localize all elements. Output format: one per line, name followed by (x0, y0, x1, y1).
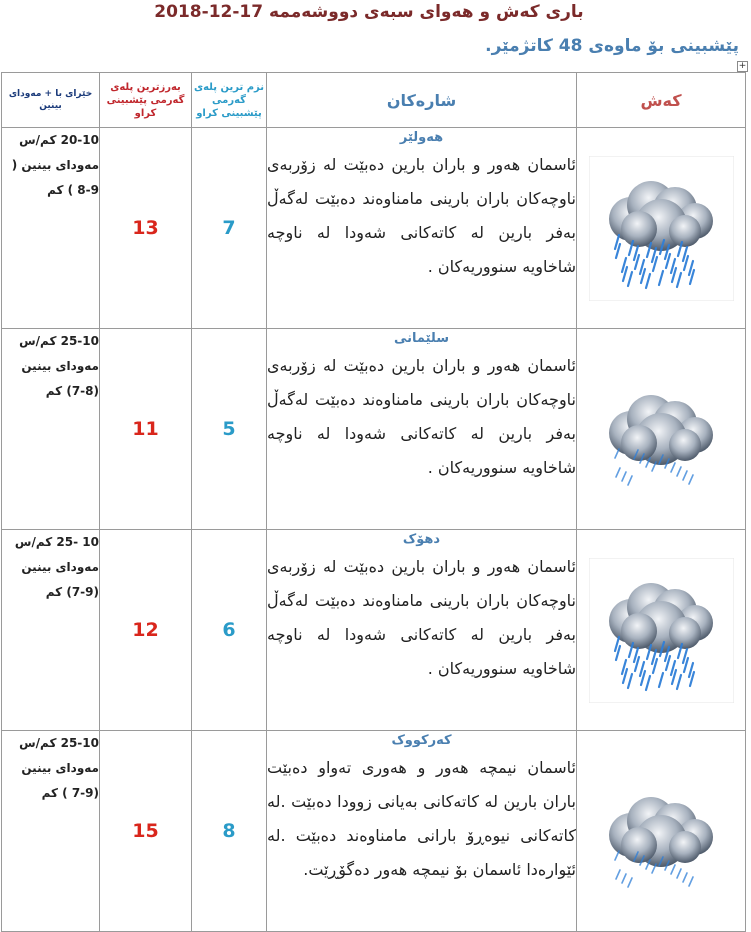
weather-cell (577, 731, 746, 932)
min-temp-value: 8 (222, 820, 236, 842)
table-row (2, 128, 746, 329)
city-name: دهۆک (402, 532, 441, 547)
city-name: هەولێر (399, 130, 444, 145)
expand-icon[interactable]: + (738, 61, 747, 71)
wind-visibility-cell (2, 329, 100, 530)
wind-visibility-cell (2, 128, 100, 329)
weather-cell (577, 530, 746, 731)
column-header-wind: خێرای با + مەودای بینین (2, 73, 100, 128)
table-row (2, 329, 746, 530)
city-name: سلێمانی (393, 331, 450, 346)
rain-cloud-icon (589, 558, 734, 703)
column-header-weather: کەش (577, 73, 746, 128)
city-cell (267, 128, 577, 329)
weather-cell (577, 128, 746, 329)
min-temp-value: 6 (222, 619, 236, 641)
rain-cloud-icon (589, 759, 734, 904)
wind-visibility-text: 20-10 کم/س مەودای بینین ( 9-8 ) کم (11, 133, 99, 197)
forecast-description: ئاسمان هەور و باران بارین دەبێت لە زۆربەی ناوچەکان باران بارینی مامناوەند دەبێت لەگەڵ بەفر بارین لە کاتەکانی شەودا لە ناوچە شاخاویە سنووریەکان . (267, 155, 576, 276)
max-temp-cell (100, 530, 192, 731)
rain-cloud-icon (589, 156, 734, 301)
min-temp-cell (192, 731, 267, 932)
wind-visibility-text: 25-10 کم/س مەودای بینین (9-7 ) کم (19, 736, 99, 800)
min-temp-cell (192, 530, 267, 731)
max-temp-cell (100, 731, 192, 932)
wind-visibility-cell (2, 530, 100, 731)
column-header-min-temp: نزم ترین پلەی گەرمی پێشبینی کراو (192, 73, 267, 128)
forecast-description: ئاسمان نیمچە هەور و هەوری تەواو دەبێت باران بارین لە کاتەکانی بەیانی زوودا دەبێت .لە کاتەکانی نیوەڕۆ بارانی مامناوەند دەبێت .لە ئێوارەدا ئاسمان بۆ نیمچە هەور دەگۆڕێت. (267, 758, 576, 879)
rain-cloud-icon (589, 357, 734, 502)
min-temp-cell (192, 128, 267, 329)
forecast-description: ئاسمان هەور و باران بارین دەبێت لە زۆربەی ناوچەکان باران بارینی مامناوەند دەبێت لەگەڵ بەفر بارین لە کاتەکانی شەودا لە ناوچە شاخاویە سنووریەکان . (267, 557, 576, 678)
max-temp-value: 13 (132, 217, 159, 239)
forecast-description: ئاسمان هەور و باران بارین دەبێت لە زۆربەی ناوچەکان باران بارینی مامناوەند دەبێت لەگەڵ بەفر بارین لە کاتەکانی شەودا لە ناوچە شاخاویە سنووریەکان . (267, 356, 576, 477)
page-title: باری کەش و هەوای سبەی دووشەممە 17-12-2018 (154, 2, 584, 22)
min-temp-value: 5 (222, 418, 236, 440)
max-temp-cell (100, 329, 192, 530)
wind-visibility-cell (2, 731, 100, 932)
table-row (2, 731, 746, 932)
max-temp-cell (100, 128, 192, 329)
city-cell (267, 530, 577, 731)
forecast-table (1, 72, 746, 932)
table-header-row (2, 73, 746, 128)
max-temp-value: 11 (132, 418, 159, 440)
weather-cell (577, 329, 746, 530)
min-temp-cell (192, 329, 267, 530)
wind-visibility-text: 10 -25 کم/س مەودای بینین (9-7) کم (14, 535, 99, 599)
column-header-max-temp: بەرزترین پلەی گەرمی پێشبینی کراو (100, 73, 192, 128)
max-temp-value: 12 (132, 619, 159, 641)
city-cell (267, 731, 577, 932)
city-name: کەرکووک (391, 733, 452, 748)
page-subtitle: پێشبینی بۆ ماوەی 48 کاتژمێر. (485, 36, 739, 56)
max-temp-value: 15 (132, 820, 159, 842)
table-row (2, 530, 746, 731)
column-header-cities: شارەکان (267, 73, 577, 128)
city-cell (267, 329, 577, 530)
min-temp-value: 7 (222, 217, 236, 239)
wind-visibility-text: 25-10 کم/س مەودای بینین (8-7) کم (19, 334, 99, 398)
